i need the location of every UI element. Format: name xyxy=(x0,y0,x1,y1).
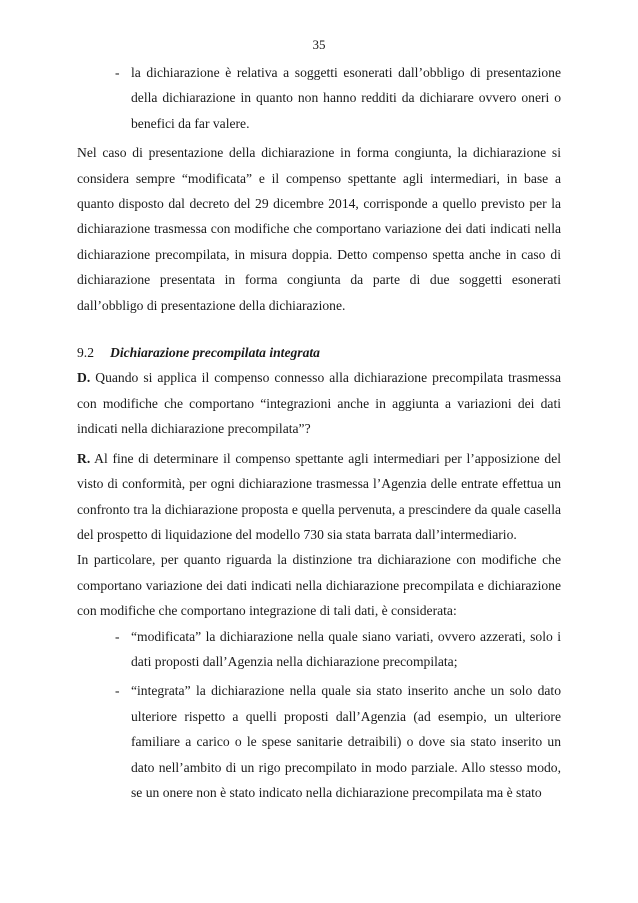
joint-declaration-paragraph: Nel caso di presentazione della dichiarazione in forma congiunta, la dichiarazione si considera sempre “modificata” e il compenso spettante agli intermediari, in base a quanto disposto dal decreto del 29 dicembre 2014, corrisponde a quello previsto per la dichiarazione trasmessa con modifiche che comportano variazione dei dati indicati nella dichiarazione precompilata, in misura doppia. Detto compenso spetta anche in caso di dichiarazione presentata in forma congiunta da parte di due soggetti esonerati dall’obbligo di presentazione della dichiarazione. xyxy=(77,145,561,313)
section-number: 9.2 xyxy=(77,345,94,361)
definition-text: “integrata” la dichiarazione nella quale sia stato inserito anche un solo dato ulteriore rispetto a quelli proposti dall’Agenzia (ad esempio, un ulteriore familiare a carico o le spese sanitarie detraibili) o dove sia stato inserito un dato nell’ambito di un rigo precompilato in modo parziale. Allo stesso modo, se un onere non è stato indicato nella dichiarazione precompilata ma è stato xyxy=(131,683,561,800)
particular-paragraph: In particolare, per quanto riguarda la distinzione tra dichiarazione con modifiche che comportano variazione dei dati indicati nella dichiarazione precompilata e dichiarazione con modifiche che comportano integrazione di tali dati, è considerata: xyxy=(77,552,561,619)
bullet-dash: - xyxy=(115,65,120,80)
answer-paragraph xyxy=(77,446,561,548)
page-number: 35 xyxy=(312,37,326,52)
section-title: Dichiarazione precompilata integrata xyxy=(110,345,320,361)
bullet-dash: - xyxy=(115,683,120,699)
answer-label: R. xyxy=(77,450,91,466)
section-heading xyxy=(77,340,561,365)
answer-text: Al fine di determinare il compenso spettante agli intermediari per l’apposizione del visto di conformità, per ogni dichiarazione trasmessa l’Agenzia delle entrate effettua un confronto tra la dichiarazione proposta e quella pervenuta, a prescindere da quale casella del prospetto di liquidazione del modello 730 sia stata barrata dall’intermediario. xyxy=(77,450,561,542)
page-content xyxy=(77,60,561,805)
intro-bullet-text: la dichiarazione è relativa a soggetti esonerati dall’obbligo di presentazione della dichiarazione in quanto non hanno redditi da dichiarare ovvero oneri o benefici da far valere. xyxy=(131,65,561,131)
definition-item-integrata xyxy=(77,678,561,805)
definition-text: “modificata” la dichiarazione nella quale siano variati, ovvero azzerati, solo i dati proposti dall’Agenzia nella dichiarazione precompilata; xyxy=(131,628,561,669)
bullet-dash: - xyxy=(115,628,120,644)
question-label: D. xyxy=(77,370,91,386)
question-text: Quando si applica il compenso connesso alla dichiarazione precompilata trasmessa con modifiche che comportano “integrazioni anche in aggiunta a variazioni dei dati indicati nella dichiarazione precompilata”? xyxy=(77,370,561,437)
definition-item-modificata xyxy=(77,624,561,675)
intro-bullet-item xyxy=(77,60,561,136)
question-paragraph xyxy=(77,365,561,441)
